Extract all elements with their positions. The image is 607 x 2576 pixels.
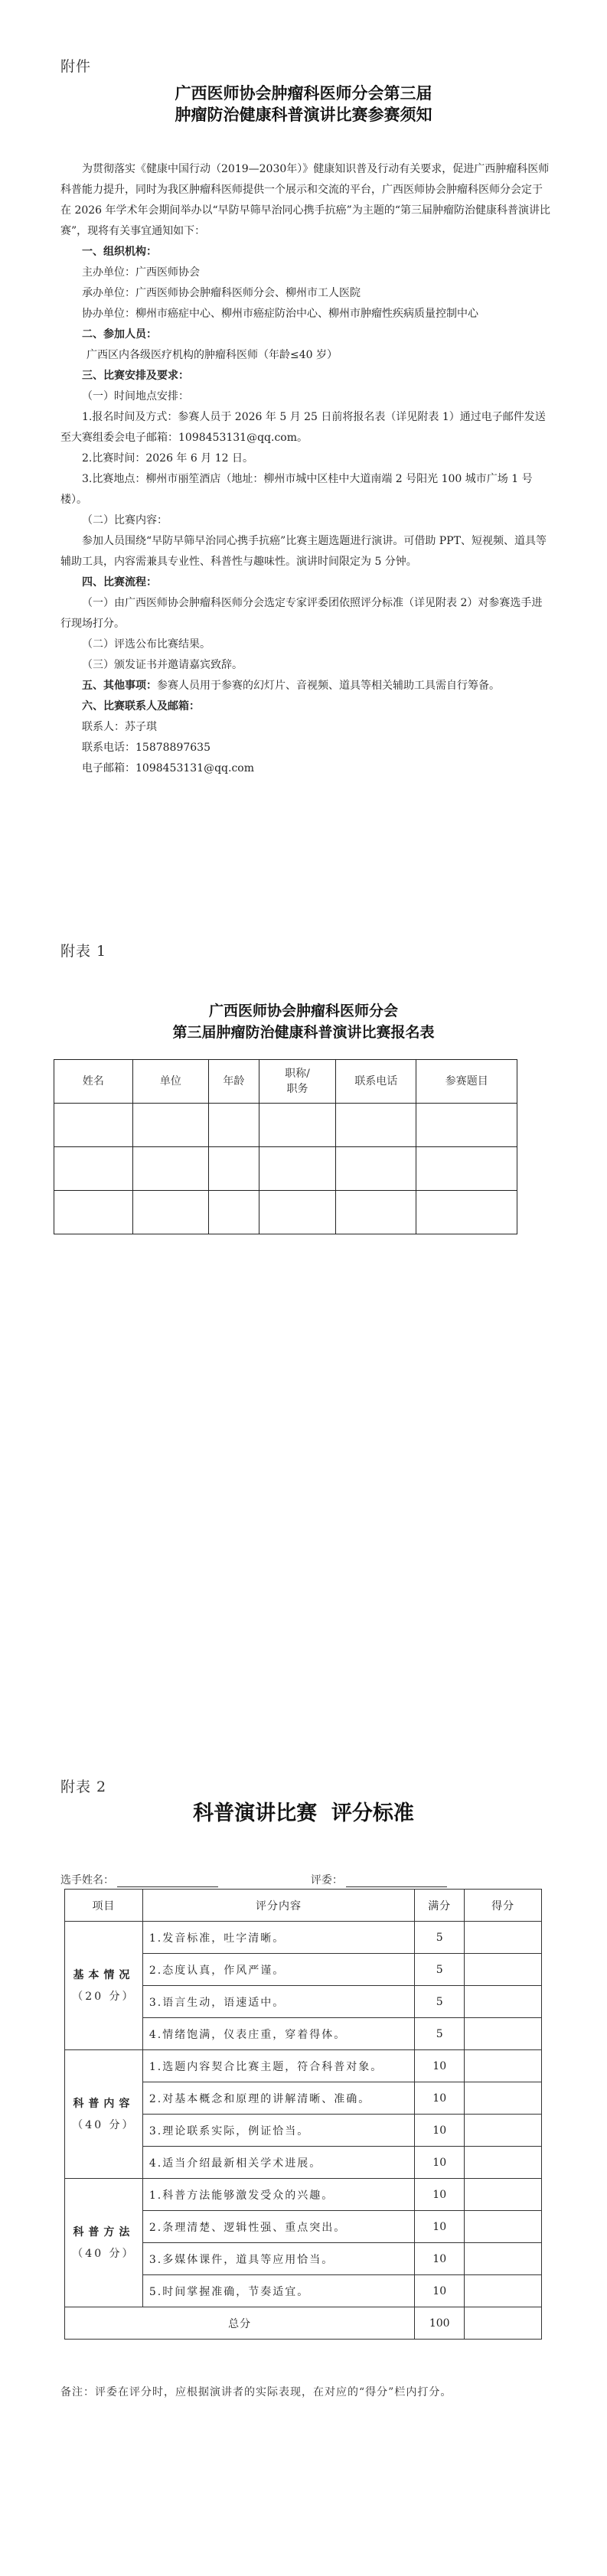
table-row bbox=[65, 2050, 542, 2082]
criteria-text: 4.适当介绍最新相关学术进展。 bbox=[142, 2147, 414, 2179]
attachment-label: 附件 bbox=[60, 58, 92, 75]
category-points: （20 分） bbox=[72, 1990, 135, 2003]
cell-name[interactable] bbox=[54, 1104, 133, 1147]
full-score: 5 bbox=[415, 1954, 465, 1986]
process-step-3: （三）颁发证书并邀请嘉宾致辞。 bbox=[82, 659, 243, 671]
cell-name[interactable] bbox=[54, 1147, 133, 1191]
col-header-full-score: 满分 bbox=[415, 1890, 465, 1922]
other-matters-text: 参赛人员用于参赛的幻灯片、音视频、道具等相关辅助工具需自行筹备。 bbox=[157, 680, 500, 692]
col-header-age: 年龄 bbox=[209, 1060, 259, 1104]
table-row bbox=[54, 1147, 517, 1191]
score-cell[interactable] bbox=[465, 2147, 542, 2179]
cell-name[interactable] bbox=[54, 1191, 133, 1234]
col-header-phone: 联系电话 bbox=[336, 1060, 416, 1104]
notice-body bbox=[60, 159, 550, 779]
cell-title[interactable] bbox=[259, 1104, 335, 1147]
score-cell[interactable] bbox=[465, 2018, 542, 2050]
registration-form-title bbox=[0, 1000, 607, 1043]
criteria-text: 2.态度认真，作风严谨。 bbox=[142, 1954, 414, 1986]
score-cell[interactable] bbox=[465, 2115, 542, 2147]
score-cell[interactable] bbox=[465, 2243, 542, 2275]
process-step-2: （二）评选公布比赛结果。 bbox=[82, 638, 210, 651]
process-step-1: （一）由广西医师协会肿瘤科医师分会选定专家评委团依照评分标准（详见附表 2）对参赛选手进行现场打分。 bbox=[60, 597, 543, 630]
full-score: 10 bbox=[415, 2050, 465, 2082]
cell-age[interactable] bbox=[209, 1104, 259, 1147]
table-header-row bbox=[65, 1890, 542, 1922]
score-cell[interactable] bbox=[465, 2211, 542, 2243]
full-score: 5 bbox=[415, 1986, 465, 2018]
judge-label: 评委： bbox=[310, 1874, 343, 1886]
other-matters bbox=[60, 676, 550, 696]
table-row bbox=[54, 1191, 517, 1234]
col-header-score: 得分 bbox=[465, 1890, 542, 1922]
col-header-title-line2: 职务 bbox=[286, 1083, 308, 1095]
total-full-score: 100 bbox=[415, 2307, 465, 2340]
contact-email[interactable]: 电子邮箱：1098453131@qq.com bbox=[82, 762, 254, 774]
cell-phone[interactable] bbox=[336, 1191, 416, 1234]
score-sheet-fields bbox=[60, 1872, 550, 1887]
subsection-time-place: （一）时间地点安排： bbox=[82, 390, 189, 403]
cell-title[interactable] bbox=[259, 1191, 335, 1234]
criteria-text: 1.选题内容契合比赛主题，符合科普对象。 bbox=[142, 2050, 414, 2082]
category-points: （40 分） bbox=[72, 2247, 135, 2260]
cell-age[interactable] bbox=[209, 1191, 259, 1234]
table-header-row bbox=[54, 1060, 517, 1104]
full-score: 10 bbox=[415, 2211, 465, 2243]
contact-person: 联系人：苏子琪 bbox=[82, 721, 157, 733]
score-cell[interactable] bbox=[465, 1986, 542, 2018]
section-heading-process: 四、比赛流程： bbox=[82, 576, 157, 589]
full-score: 10 bbox=[415, 2243, 465, 2275]
section-heading-contact: 六、比赛联系人及邮箱： bbox=[82, 700, 200, 712]
score-cell[interactable] bbox=[465, 2050, 542, 2082]
full-score: 10 bbox=[415, 2082, 465, 2115]
registration-table bbox=[54, 1059, 517, 1234]
score-cell[interactable] bbox=[465, 2179, 542, 2211]
full-score: 10 bbox=[415, 2275, 465, 2307]
contact-phone: 联系电话：15878897635 bbox=[82, 742, 210, 754]
page-title bbox=[0, 83, 607, 126]
category-name: 科普内容 bbox=[73, 2097, 135, 2110]
intro-paragraph: 为贯彻落实《健康中国行动（2019—2030年）》健康知识普及行动有关要求，促进广西肿瘤科医师科普能力提升，同时为我区肿瘤科医师提供一个展示和交流的平台，广西医师协会肿瘤科医师分会定于在 2026 年学术年会期间举办以“早防早筛早治同心携手抗癌”为主题的“第三届肿瘤防治健康科普演讲比赛”，现将有关事宜通知如下： bbox=[60, 163, 550, 237]
section-heading-participants: 二、参加人员： bbox=[82, 328, 157, 341]
full-score: 10 bbox=[415, 2147, 465, 2179]
cell-phone[interactable] bbox=[336, 1147, 416, 1191]
score-cell[interactable] bbox=[465, 2275, 542, 2307]
participants-text: 广西区内各级医疗机构的肿瘤科医师（年龄≤40 岁） bbox=[86, 349, 338, 361]
attachment-label-table2: 附表 2 bbox=[60, 1779, 107, 1795]
section-heading-arrangements: 三、比赛安排及要求： bbox=[82, 370, 189, 382]
competition-date-item: 2.比赛时间：2026 年 6 月 12 日。 bbox=[82, 452, 253, 465]
col-header-criteria: 评分内容 bbox=[142, 1890, 414, 1922]
score-cell[interactable] bbox=[465, 2082, 542, 2115]
form-title-line-2: 第三届肿瘤防治健康科普演讲比赛报名表 bbox=[172, 1024, 435, 1041]
full-score: 5 bbox=[415, 1922, 465, 1954]
criteria-text: 1.科普方法能够激发受众的兴趣。 bbox=[142, 2179, 414, 2211]
criteria-text: 1.发音标准，吐字清晰。 bbox=[142, 1922, 414, 1954]
scoring-note: 备注：评委在评分时，应根据演讲者的实际表现，在对应的“得分”栏内打分。 bbox=[60, 2386, 452, 2398]
cell-unit[interactable] bbox=[132, 1191, 208, 1234]
criteria-text: 2.对基本概念和原理的讲解清晰、准确。 bbox=[142, 2082, 414, 2115]
content-paragraph: 参加人员围绕“早防早筛早治同心携手抗癌”比赛主题选题进行演讲。可借助 PPT、短视频、道具等辅助工具，内容需兼具专业性、科普性与趣味性。演讲时间限定为 5 分钟。 bbox=[60, 535, 547, 568]
attachment-label-table1: 附表 1 bbox=[60, 943, 107, 960]
cell-unit[interactable] bbox=[132, 1104, 208, 1147]
table-row bbox=[65, 1922, 542, 1954]
scoring-table bbox=[64, 1889, 542, 2340]
form-title-line-1: 广西医师协会肿瘤科医师分会 bbox=[208, 1003, 398, 1019]
col-header-topic: 参赛题目 bbox=[416, 1060, 517, 1104]
cell-topic[interactable] bbox=[416, 1191, 517, 1234]
category-points: （40 分） bbox=[72, 2118, 135, 2131]
col-header-unit: 单位 bbox=[132, 1060, 208, 1104]
full-score: 10 bbox=[415, 2179, 465, 2211]
title-line-1: 广西医师协会肿瘤科医师分会第三届 bbox=[175, 84, 432, 103]
competition-venue-item: 3.比赛地点：柳州市丽笙酒店（地址：柳州市城中区桂中大道南端 2 号阳光 100 城市广场 1 号楼）。 bbox=[60, 473, 533, 506]
subsection-content: （二）比赛内容： bbox=[82, 514, 168, 527]
total-label: 总分 bbox=[65, 2307, 415, 2340]
col-header-title-line1: 职称/ bbox=[285, 1068, 310, 1080]
cell-topic[interactable] bbox=[416, 1104, 517, 1147]
total-score-cell[interactable] bbox=[465, 2307, 542, 2340]
judge-name-field[interactable] bbox=[346, 1876, 447, 1887]
category-name: 科普方法 bbox=[73, 2225, 135, 2239]
scoring-title: 科普演讲比赛 评分标准 bbox=[193, 1802, 414, 1825]
score-cell[interactable] bbox=[465, 1954, 542, 1986]
criteria-text: 4.情绪饱满，仪表庄重，穿着得体。 bbox=[142, 2018, 414, 2050]
cell-phone[interactable] bbox=[336, 1104, 416, 1147]
section-heading-organization: 一、组织机构： bbox=[82, 246, 157, 258]
category-name: 基本情况 bbox=[73, 1968, 135, 1981]
full-score: 10 bbox=[415, 2115, 465, 2147]
section-heading-other: 五、其他事项： bbox=[82, 680, 157, 692]
score-cell[interactable] bbox=[465, 1922, 542, 1954]
contestant-name-field[interactable] bbox=[117, 1876, 218, 1887]
table-row bbox=[65, 2179, 542, 2211]
criteria-text: 3.多媒体课件，道具等应用恰当。 bbox=[142, 2243, 414, 2275]
criteria-text: 2.条理清楚、逻辑性强、重点突出。 bbox=[142, 2211, 414, 2243]
criteria-text: 3.理论联系实际，例证恰当。 bbox=[142, 2115, 414, 2147]
title-line-2: 肿瘤防治健康科普演讲比赛参赛须知 bbox=[175, 106, 432, 124]
total-row bbox=[65, 2307, 542, 2340]
registration-item: 1.报名时间及方式：参赛人员于 2026 年 5 月 25 日前将报名表（详见附表 1）通过电子邮件发送至大赛组委会电子邮箱：1098453131@qq.com。 bbox=[60, 411, 546, 444]
category-cell bbox=[65, 2050, 143, 2179]
full-score: 5 bbox=[415, 2018, 465, 2050]
organizer-unit: 承办单位：广西医师协会肿瘤科医师分会、柳州市工人医院 bbox=[82, 287, 361, 299]
contestant-name-label: 选手姓名： bbox=[60, 1874, 114, 1886]
host-unit: 主办单位：广西医师协会 bbox=[82, 266, 200, 279]
cell-title[interactable] bbox=[259, 1147, 335, 1191]
table-row bbox=[54, 1104, 517, 1147]
criteria-text: 5.时间掌握准确，节奏适宜。 bbox=[142, 2275, 414, 2307]
criteria-text: 3.语言生动，语速适中。 bbox=[142, 1986, 414, 2018]
col-header-category: 项目 bbox=[65, 1890, 143, 1922]
category-cell bbox=[65, 2179, 143, 2307]
co-organizer-unit: 协办单位：柳州市癌症中心、柳州市癌症防治中心、柳州市肿瘤性疾病质量控制中心 bbox=[82, 308, 478, 320]
col-header-name: 姓名 bbox=[54, 1060, 133, 1104]
cell-age[interactable] bbox=[209, 1147, 259, 1191]
col-header-title bbox=[259, 1060, 335, 1104]
cell-topic[interactable] bbox=[416, 1147, 517, 1191]
category-cell bbox=[65, 1922, 143, 2050]
cell-unit[interactable] bbox=[132, 1147, 208, 1191]
